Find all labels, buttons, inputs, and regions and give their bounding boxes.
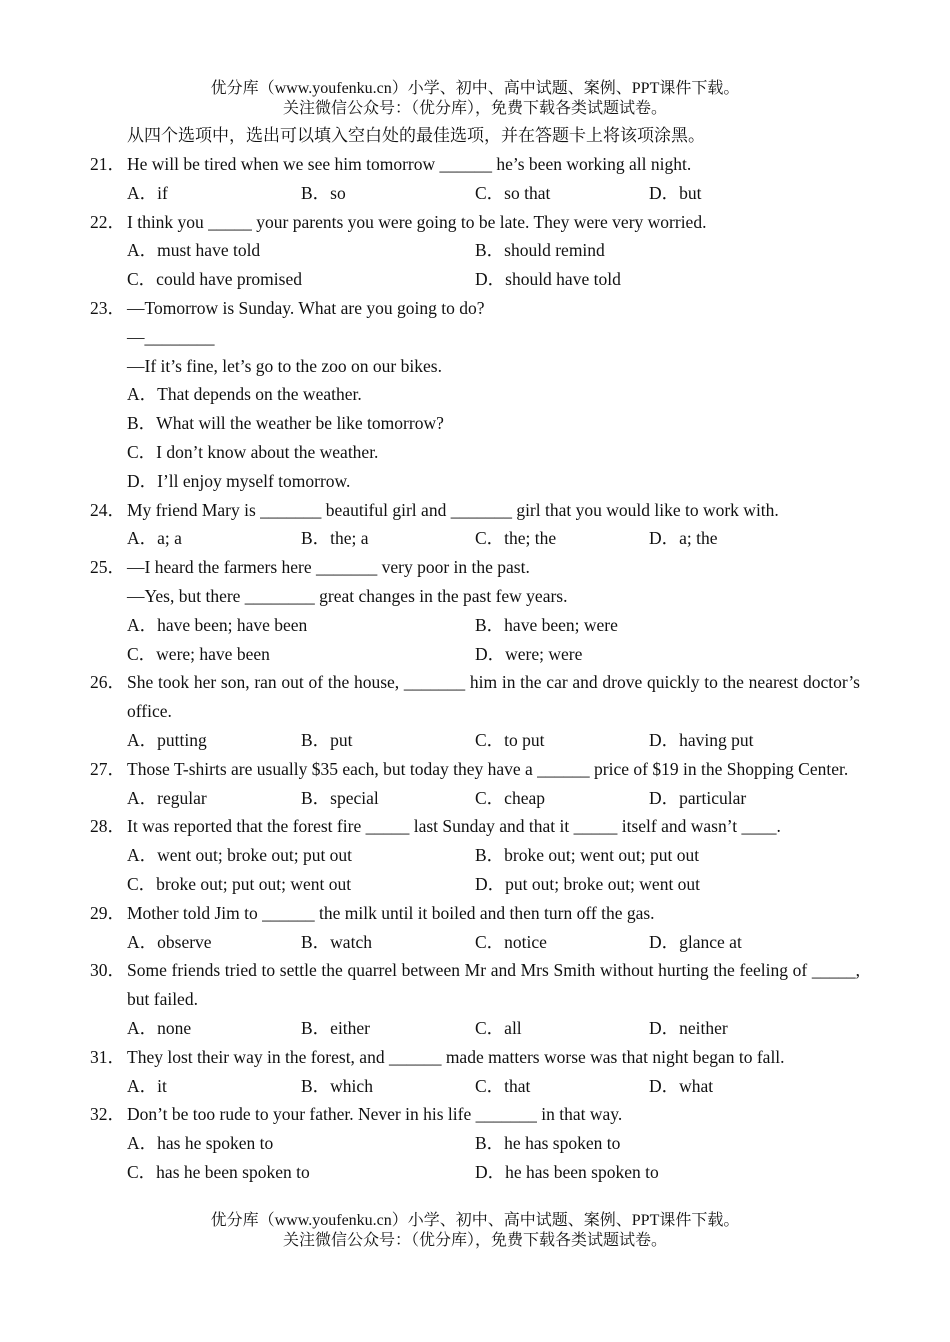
options-31 [90, 1072, 860, 1101]
option-b: B．so [301, 182, 346, 203]
header-line-2: 关注微信公众号：（优分库），免费下载各类试题试卷。 [282, 100, 667, 117]
option-d: D．I’ll enjoy myself tomorrow. [127, 470, 351, 491]
option-d: D．but [649, 182, 702, 203]
question-22 [90, 208, 860, 237]
option-c: C．that [475, 1075, 531, 1096]
options-32-row1 [90, 1129, 860, 1158]
question-26 [90, 668, 860, 726]
option-c: C．so that [475, 182, 551, 203]
question-text: —I heard the farmers here _______ very poor in the past. [127, 557, 530, 578]
question-section [90, 122, 860, 1187]
question-number: 23． [90, 297, 125, 318]
question-number: 28． [90, 816, 125, 837]
page-header [0, 79, 950, 119]
option-d: D．he has been spoken to [475, 1161, 659, 1182]
option-b: B．have been; were [475, 614, 618, 635]
option-d: D．having put [649, 729, 754, 750]
option-b: B．watch [301, 931, 372, 952]
options-32-row2 [90, 1158, 860, 1187]
options-21 [90, 179, 860, 208]
option-a: A．observe [127, 931, 212, 952]
section-instruction: 从四个选项中，选出可以填入空白处的最佳选项，并在答题卡上将该项涂黑。 [127, 126, 705, 145]
question-text: I think you _____ your parents you were going to be late. They were very worried. [127, 211, 707, 232]
page-footer [0, 1211, 950, 1251]
question-text: Those T-shirts are usually $35 each, but today they have a ______ price of $19 in the Shopping Center. [127, 758, 849, 779]
question-text: —Tomorrow is Sunday. What are you going to do? [127, 297, 485, 318]
question-number: 31． [90, 1046, 125, 1067]
question-27 [90, 755, 860, 784]
option-b: B．which [301, 1075, 373, 1096]
question-23 [90, 294, 860, 323]
option-a: A．a; a [127, 528, 182, 549]
question-text: Mother told Jim to ______ the milk until it boiled and then turn off the gas. [127, 902, 655, 923]
question-32 [90, 1100, 860, 1129]
option-a: A．must have told [127, 240, 261, 261]
option-a: A．if [127, 182, 168, 203]
option-d: D．should have told [475, 269, 621, 290]
option-a: A．putting [127, 729, 207, 750]
option-a: A．went out; broke out; put out [127, 845, 353, 866]
option-a: A．That depends on the weather. [127, 384, 362, 405]
option-d: D．neither [649, 1017, 728, 1038]
option-c: C．all [475, 1017, 522, 1038]
option-c: C．notice [475, 931, 547, 952]
question-number: 27． [90, 758, 125, 779]
question-number: 25． [90, 557, 125, 578]
option-c: C．to put [475, 729, 545, 750]
option-b: B．put [301, 729, 353, 750]
options-28-row2 [90, 870, 860, 899]
options-22-row2 [90, 265, 860, 294]
options-26 [90, 726, 860, 755]
option-b: B．the; a [301, 528, 369, 549]
option-a: A．have been; have been [127, 614, 308, 635]
option-b: B．either [301, 1017, 371, 1038]
question-21 [90, 150, 860, 179]
options-29 [90, 928, 860, 957]
options-28-row1 [90, 841, 860, 870]
options-25-row2 [90, 640, 860, 669]
question-number: 32． [90, 1104, 125, 1125]
option-d: D．glance at [649, 931, 742, 952]
question-number: 24． [90, 499, 125, 520]
option-a: A．has he spoken to [127, 1133, 274, 1154]
question-text: Some friends tried to settle the quarrel between Mr and Mrs Smith without hurting the feeling of _____, but failed. [127, 960, 860, 1010]
dialogue-line: —________ [127, 326, 215, 347]
question-text: He will be tired when we see him tomorrow ______ he’s been working all night. [127, 154, 692, 174]
dialogue-line: —If it’s fine, let’s go to the zoo on our bikes. [127, 355, 442, 376]
option-d: D．were; were [475, 643, 583, 664]
question-31 [90, 1043, 860, 1072]
question-25 [90, 553, 860, 582]
question-text: Don’t be too rude to your father. Never in his life _______ in that way. [127, 1104, 623, 1125]
option-d: D．put out; broke out; went out [475, 873, 701, 894]
option-b: B．should remind [475, 240, 605, 261]
question-number: 29． [90, 902, 125, 923]
option-c: C．broke out; put out; went out [127, 873, 352, 894]
question-number: 26． [90, 672, 125, 693]
options-22-row1 [90, 236, 860, 265]
question-text: She took her son, ran out of the house, _______ him in the car and drove quickly to the nearest doctor’s office. [127, 672, 860, 722]
option-a: A．it [127, 1075, 167, 1096]
question-29 [90, 899, 860, 928]
option-b: B．special [301, 787, 379, 808]
option-b: B．What will the weather be like tomorrow? [127, 413, 444, 434]
question-number: 21． [90, 154, 125, 174]
question-text: It was reported that the forest fire _____ last Sunday and that it _____ itself and wasn’t ____. [127, 816, 781, 837]
header-line-1: 优分库（www.youfenku.cn）小学、初中、高中试题、案例、PPT课件下载。 [210, 80, 740, 97]
question-28 [90, 812, 860, 841]
option-d: D．a; the [649, 528, 718, 549]
option-c: C．could have promised [127, 269, 302, 290]
footer-line-1: 优分库（www.youfenku.cn）小学、初中、高中试题、案例、PPT课件下载。 [210, 1212, 740, 1229]
option-c: C．were; have been [127, 643, 270, 664]
option-c: C．I don’t know about the weather. [127, 441, 379, 462]
option-c: C．has he been spoken to [127, 1161, 310, 1182]
dialogue-line: —Yes, but there ________ great changes in the past few years. [127, 585, 568, 606]
option-c: C．cheap [475, 787, 545, 808]
option-b: B．he has spoken to [475, 1133, 621, 1154]
footer-line-2: 关注微信公众号：（优分库），免费下载各类试题试卷。 [282, 1232, 667, 1249]
question-24 [90, 496, 860, 525]
question-text: My friend Mary is _______ beautiful girl and _______ girl that you would like to work with. [127, 499, 779, 520]
question-30 [90, 956, 860, 1014]
options-30 [90, 1014, 860, 1043]
option-a: A．none [127, 1017, 192, 1038]
question-text: They lost their way in the forest, and ______ made matters worse was that night began to fall. [127, 1046, 785, 1067]
question-number: 30． [90, 960, 125, 981]
option-c: C．the; the [475, 528, 557, 549]
option-d: D．what [649, 1075, 714, 1096]
options-24 [90, 524, 860, 553]
options-25-row1 [90, 611, 860, 640]
options-27 [90, 784, 860, 813]
question-number: 22． [90, 211, 125, 232]
option-a: A．regular [127, 787, 207, 808]
option-d: D．particular [649, 787, 747, 808]
option-b: B．broke out; went out; put out [475, 845, 700, 866]
